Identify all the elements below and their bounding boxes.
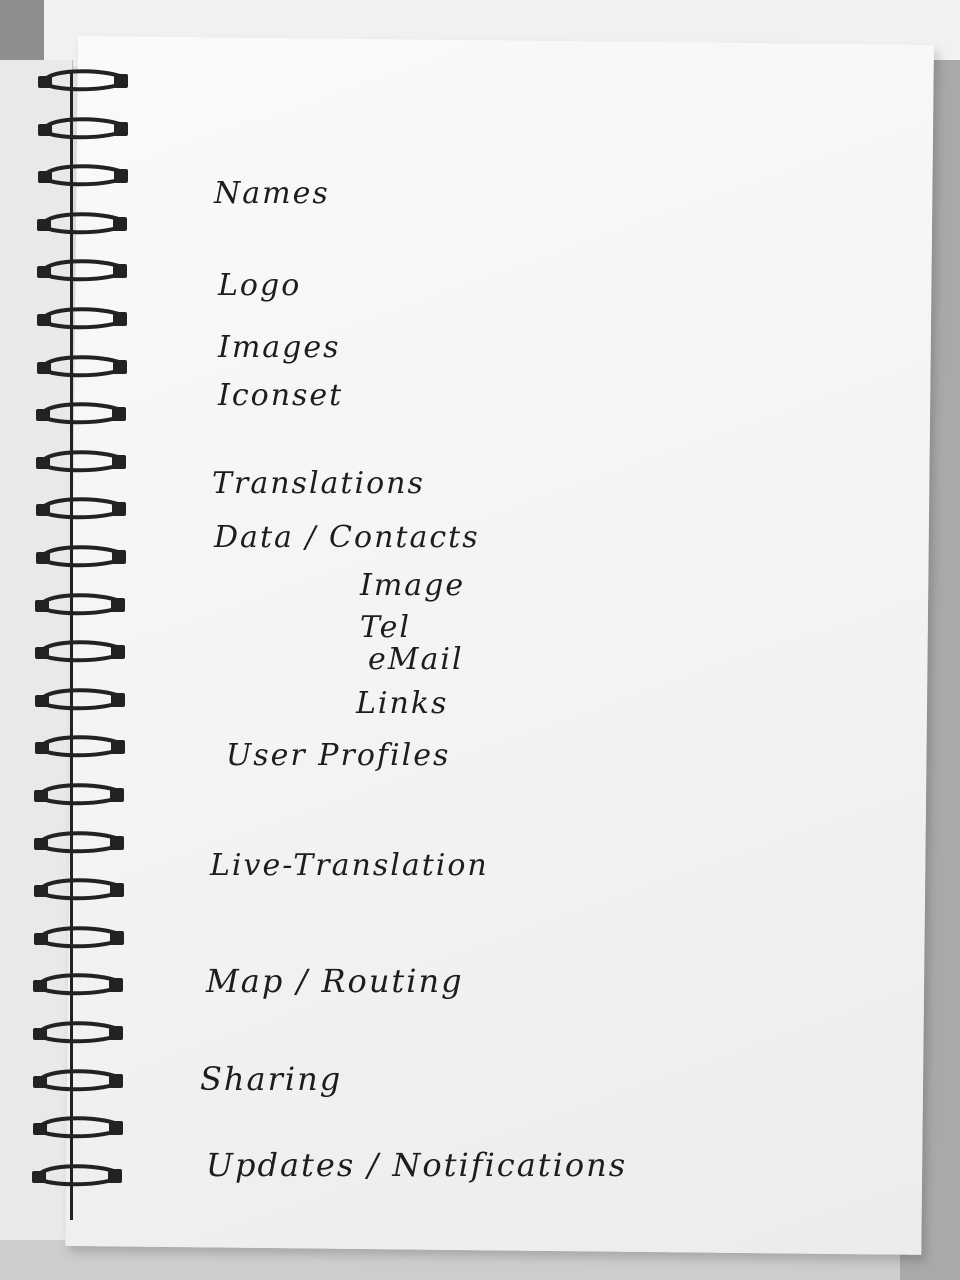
note-map-routing: Map / Routing xyxy=(206,962,464,1000)
spiral-ring xyxy=(31,687,127,713)
spiral-ring xyxy=(34,163,130,189)
spiral-ring xyxy=(33,258,129,284)
spiral-ring xyxy=(28,1163,124,1189)
spiral-ring xyxy=(30,830,126,856)
spiral-ring xyxy=(34,68,130,94)
note-translations: Translations xyxy=(212,466,425,501)
notebook-page xyxy=(65,36,934,1255)
spiral-ring xyxy=(29,1115,125,1141)
note-data-contacts: Data / Contacts xyxy=(214,520,480,555)
spiral-ring xyxy=(31,734,127,760)
spiral-ring xyxy=(32,544,128,570)
spiral-ring xyxy=(30,925,126,951)
spiral-ring xyxy=(31,592,127,618)
note-user-profiles: User Profiles xyxy=(226,738,451,773)
spiral-ring xyxy=(30,877,126,903)
spiral-ring xyxy=(32,496,128,522)
note-updates-notifications: Updates / Notifications xyxy=(206,1146,628,1184)
spiral-ring xyxy=(33,306,129,332)
spiral-ring xyxy=(31,639,127,665)
note-sub-links: Links xyxy=(356,686,449,721)
spiral-ring xyxy=(33,354,129,380)
note-iconset: Iconset xyxy=(218,378,344,413)
spiral-ring xyxy=(33,211,129,237)
note-sub-tel: Tel xyxy=(360,610,412,645)
spiral-ring xyxy=(29,972,125,998)
note-live-translation: Live-Translation xyxy=(210,848,489,883)
note-logo: Logo xyxy=(218,268,302,303)
spiral-ring xyxy=(34,116,130,142)
note-sharing: Sharing xyxy=(200,1060,343,1098)
spiral-ring xyxy=(29,1068,125,1094)
spiral-ring xyxy=(32,401,128,427)
spiral-ring xyxy=(30,782,126,808)
note-sub-email: eMail xyxy=(368,642,464,677)
note-sub-image: Image xyxy=(360,568,466,603)
spiral-ring xyxy=(29,1020,125,1046)
note-names: Names xyxy=(214,176,330,211)
spiral-ring xyxy=(32,449,128,475)
note-images: Images xyxy=(218,330,341,365)
